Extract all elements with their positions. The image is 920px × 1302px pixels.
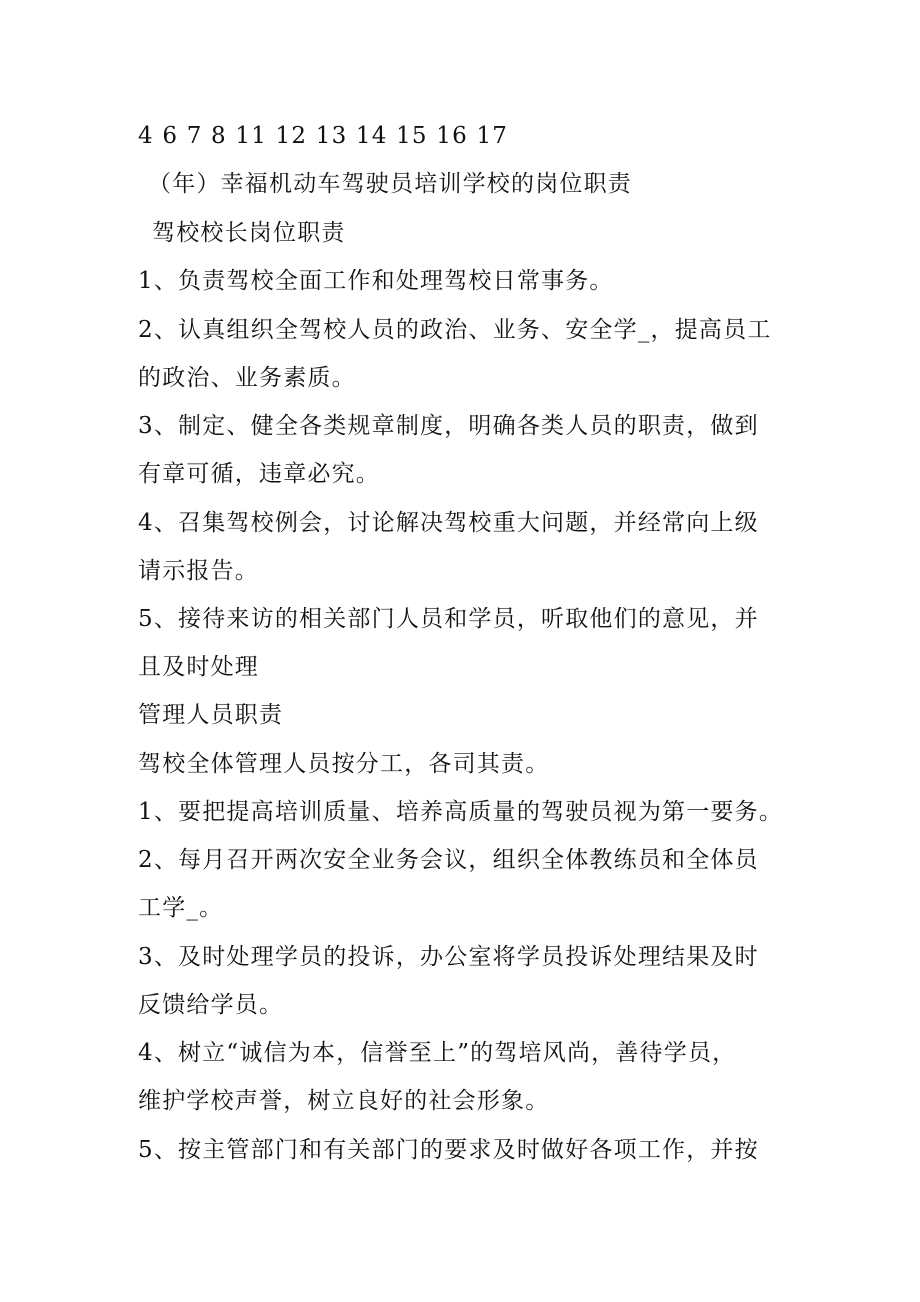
managers-line-4: 3、及时处理学员的投诉，办公室将学员投诉处理结果及时 bbox=[138, 944, 759, 970]
principal-line-6: 4、召集驾校例会，讨论解决驾校重大问题，并经常向上级 bbox=[138, 510, 759, 536]
principal-line-8: 5、接待来访的相关部门人员和学员，听取他们的意见，并 bbox=[138, 606, 759, 632]
principal-line-9: 且及时处理 bbox=[138, 654, 259, 680]
managers-line-5: 反馈给学员。 bbox=[138, 992, 284, 1018]
managers-line-2: 2、每月召开两次安全业务会议，组织全体教练员和全体员 bbox=[138, 847, 759, 873]
managers-line-7: 维护学校声誉，树立良好的社会形象。 bbox=[138, 1088, 550, 1114]
principal-line-4: 3、制定、健全各类规章制度，明确各类人员的职责，做到 bbox=[138, 413, 759, 439]
principal-line-1: 1、负责驾校全面工作和处理驾校日常事务。 bbox=[138, 268, 614, 294]
section-heading-principal: 驾校校长岗位职责 bbox=[152, 220, 346, 246]
principal-line-7: 请示报告。 bbox=[138, 558, 259, 584]
managers-line-1: 1、要把提高培训质量、培养高质量的驾驶员视为第一要务。 bbox=[138, 799, 784, 825]
principal-line-3: 的政治、业务素质。 bbox=[138, 365, 356, 391]
page-number-list: 4 6 7 8 11 12 13 14 15 16 17 bbox=[138, 123, 509, 149]
principal-line-5: 有章可循，违章必究。 bbox=[138, 461, 380, 487]
principal-line-2: 2、认真组织全驾校人员的政治、业务、安全学_，提高员工 bbox=[138, 317, 772, 343]
section-heading-managers: 管理人员职责 bbox=[138, 702, 284, 728]
managers-line-6: 4、树立“诚信为本，信誉至上”的驾培风尚，善待学员， bbox=[138, 1040, 737, 1066]
managers-line-8: 5、按主管部门和有关部门的要求及时做好各项工作，并按 bbox=[138, 1137, 759, 1163]
document-title: （年）幸福机动车驾驶员培训学校的岗位职责 bbox=[148, 171, 632, 197]
managers-intro: 驾校全体管理人员按分工，各司其责。 bbox=[138, 751, 550, 777]
managers-line-3: 工学_。 bbox=[138, 895, 224, 921]
